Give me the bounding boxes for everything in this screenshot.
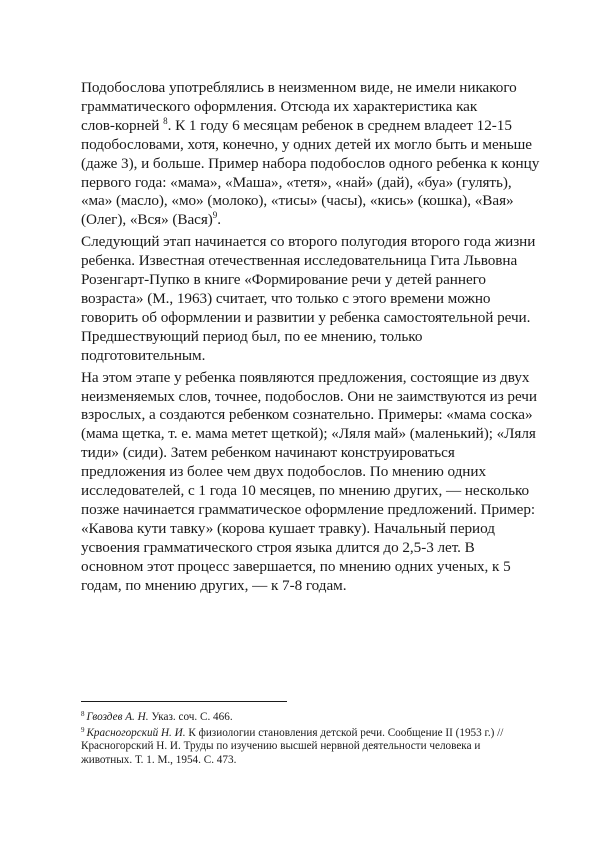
text-line: подготовительным. — [81, 346, 206, 364]
text-line: животных. Т. 1. М., 1954. С. 473. — [81, 753, 237, 766]
text-line: основном этот процесс завершается, по мнению одних ученых, к 5 — [81, 557, 511, 575]
text-line: грамматического оформления. Отсюда их характеристика как — [81, 97, 478, 115]
text-line: Красногорский Н. И. Труды по изучению высшей нервной деятельности человека и — [81, 740, 481, 753]
footnote-ref-9[interactable]: 9 — [212, 210, 218, 221]
footnote-ref-8[interactable]: 8 — [163, 115, 168, 126]
text-line: исследователей, с 1 года 10 месяцев, по мнению других, — несколько — [81, 482, 530, 500]
text-line: тиди» (сиди). Затем ребенком начинают конструироваться — [81, 444, 455, 462]
paragraph-3 — [81, 369, 541, 596]
text-line: позже начинается грамматическое оформление предложений. Пример: — [81, 500, 536, 518]
text-line: (мама щетка, т. е. мама метет щеткой); «Ляля май» (маленький); «Ляля — [81, 425, 536, 443]
text-line: Предшествующий период был, по ее мнению, только — [81, 327, 423, 345]
text-line: Подобослова употреблялись в неизменном виде, не имели никакого — [81, 79, 517, 96]
footnote-text: Указ. соч. С. 466. — [151, 711, 233, 723]
text-line: «ма» (масло), «мо» (молоко), «тисы» (часы), «кись» (кошка), «Вая» — [81, 192, 514, 210]
paragraph-1 — [81, 79, 541, 230]
text-line: говорить об оформлении и развитии у ребенка самостоятельной речи. — [81, 308, 531, 326]
body-text — [81, 79, 541, 598]
text-line: годам, по мнению других, — к 7-8 годам. — [81, 576, 347, 594]
text-line — [81, 117, 541, 136]
text-line: усвоения грамматического строя языка длится до 2,5-3 лет. В — [81, 538, 475, 556]
footnote-author: Красногорский Н. И. — [86, 726, 186, 739]
text-line: «Кавова кути тавку» (корова кушает травку). Начальный период — [81, 519, 495, 537]
text-line: Розенгарт-Пупко в книге «Формирование речи у детей раннего — [81, 271, 486, 289]
footnote-author: Гвоздев А. Н. — [86, 711, 149, 723]
text-line: (даже 3), и больше. Пример набора подобослов одного ребенка к концу — [81, 154, 540, 172]
text-line: первого года: «мама», «Маша», «тетя», «най» (дай), «буа» (гулять), — [81, 173, 512, 191]
text-line: взрослых, а создаются ребенком сознательно. Примеры: «мама соска» — [81, 406, 533, 424]
footnote-number: 8 — [81, 710, 85, 718]
text-line — [81, 211, 541, 230]
footnote-number: 9 — [81, 725, 85, 734]
text-fragment: . К 1 году 6 месяцам ребенок в среднем владеет 12-15 — [167, 116, 512, 134]
text-fragment: слов-корней — [81, 116, 164, 134]
text-line: неизменяемых слов, точнее, подобослов. Они не заимствуются из речи — [81, 387, 537, 405]
text-line: возраста» (М., 1963) считает, что только с этого времени можно — [81, 289, 491, 307]
text-line: предложения из более чем двух подобослов. По мнению одних — [81, 463, 487, 481]
text-line: ребенка. Известная отечественная исследовательница Гита Львовна — [81, 252, 518, 270]
text-fragment: . — [217, 211, 221, 229]
footnote-separator — [81, 701, 287, 702]
text-line: На этом этапе у ребенка появляются предложения, состоящие из двух — [81, 368, 530, 386]
text-line: Следующий этап начинается со второго полугодия второго года жизни — [81, 233, 536, 251]
footnote-text: К физиологии становления детской речи. Сообщение II (1953 г.) // — [188, 726, 504, 739]
footnote-8 — [81, 711, 551, 725]
text-line: подобословами, хотя, конечно, у одних детей их могло быть и меньше — [81, 135, 532, 153]
paragraph-2 — [81, 233, 541, 365]
text-line — [81, 727, 551, 741]
text-fragment: (Олег), «Вся» (Вася) — [81, 211, 213, 229]
footnotes — [81, 711, 551, 769]
footnote-9 — [81, 727, 551, 768]
